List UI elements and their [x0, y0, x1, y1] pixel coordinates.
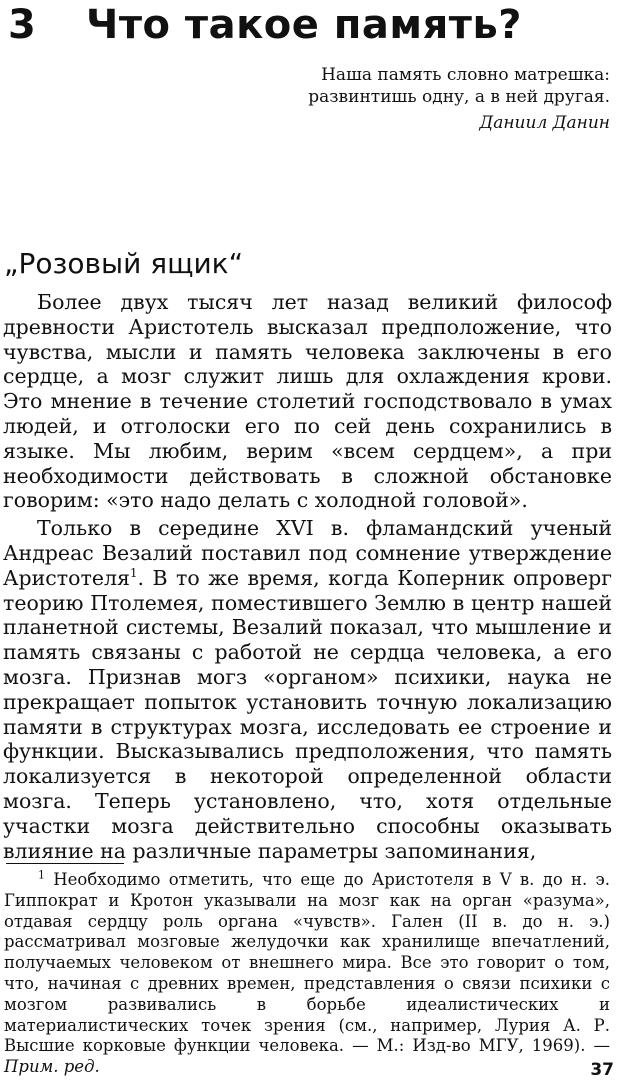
editor-note: Прим. ред. — [4, 1057, 100, 1077]
body-text — [3, 290, 612, 863]
footnote — [4, 870, 610, 1078]
epigraph-line: развинтишь одну, а в ней другая. — [308, 87, 610, 107]
footnote-text: Необходимо отметить, что еще до Аристотеля в V в. до н. э. Гиппократ и Кротон указывали на мозг как на орган «разума», отдавая сердцу роль органа «чувств». Гален (II в. до н. э.) рассматривал мозговые желудочки как хранилище впечатлений, получаемых человеком от внешнего мира. Все это говорит о том, что, начиная с древних времен, представления о связи психики с мозгом развивались в борьбе идеалистических и материалистических точек зрения (см., например, Лурия А. Р. Высшие корковые функции человека. — М.: Изд-во МГУ, 1969). — — [4, 870, 610, 1056]
paragraph-text: Только в середине XVI в. фламандский ученый Андреас Везалий поставил под сомнение утверждение Аристотеля — [3, 516, 612, 590]
epigraph-line: Наша память словно матрешка: — [321, 65, 610, 85]
paragraph — [3, 516, 612, 863]
paragraph: Более двух тысяч лет назад великий философ древности Аристотель высказал предположение, что чувства, мысли и память человека заключены в его сердце, а мозг служит лишь для охлаждения крови. Это мнение в течение столетий господствовало в умах людей, и отголоски его по сей день сохранились в языке. Мы любим, верим «всем сердцем», а при необходимости действовать в сложной обстановке говорим: «это надо делать с холодной головой». — [3, 290, 612, 513]
chapter-title: Что такое память? — [86, 2, 522, 48]
paragraph-text: . В то же время, когда Коперник опроверг теорию Птолемея, поместившего Землю в центр нашей планетной системы, Везалий показал, что мышление и память связаны с работой не сердца человека, а его мозга. Признав могз «органом» психики, наука не прекращает попыток установить точную локализацию памяти в структурах мозга, исследовать ее строение и функции. Высказывались предположения, что память локализуется в некоторой определенной области мозга. Теперь установлено, что, хотя отдельные участки мозга действительно способны оказывать влияние на различные параметры запоминания, — [3, 565, 612, 863]
footnote-marker: 1 — [38, 868, 45, 882]
chapter-number: 3 — [8, 2, 37, 48]
epigraph — [308, 64, 610, 134]
footnote-divider — [6, 863, 124, 864]
footnote-reference: 1 — [129, 565, 138, 580]
section-title: „Розовый ящик“ — [4, 247, 244, 280]
epigraph-author: Даниил Данин — [479, 113, 610, 133]
chapter-heading — [8, 2, 612, 48]
page-number: 37 — [590, 1060, 614, 1080]
